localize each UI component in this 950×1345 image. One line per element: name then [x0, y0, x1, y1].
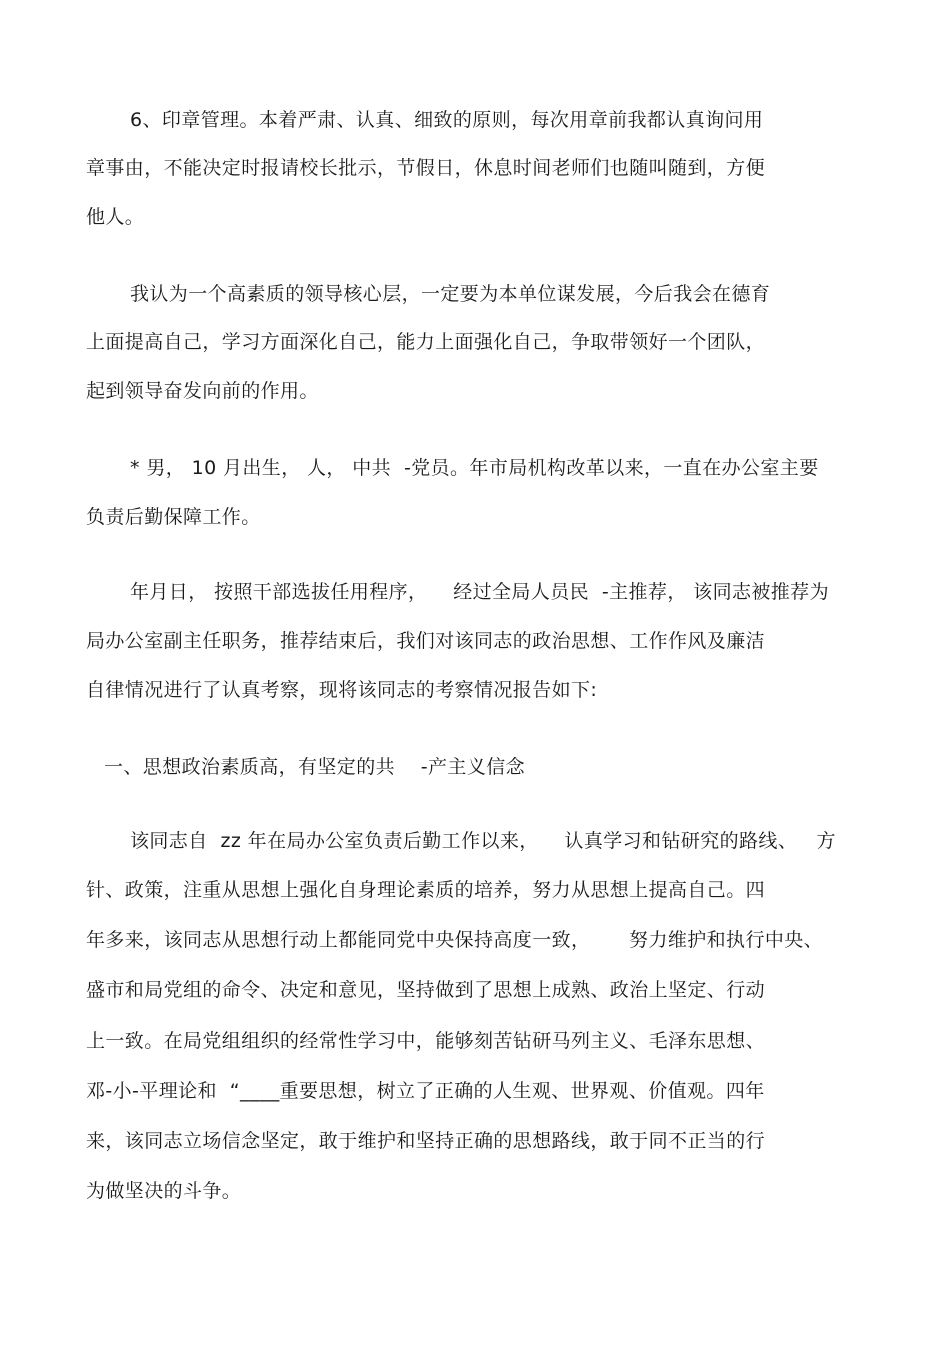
paragraph-2-line-1: 我认为一个高素质的领导核心层，一定要为本单位谋发展，今后我会在德育	[130, 283, 771, 305]
paragraph-4-line-2: 局办公室副主任职务，推荐结束后，我们对该同志的政治思想、工作作风及廉洁	[86, 630, 766, 652]
paragraph-2-line-2: 上面提高自己，学习方面深化自己，能力上面强化自己，争取带领好一个团队，	[86, 331, 766, 353]
paragraph-6-line-5: 上一致。在局党组组织的经常性学习中，能够刻苦钻研马列主义、毛泽东思想、	[86, 1030, 766, 1052]
paragraph-6-line-6: 邓-小-平理论和 “____重要思想，树立了正确的人生观、世界观、价值观。四年	[86, 1080, 765, 1102]
paragraph-3-line-1: * 男， 10 月出生， 人， 中共 -党员。年市局机构改革以来，一直在办公室主要	[130, 457, 819, 479]
paragraph-6-line-3: 年多来，该同志从思想行动上都能同党中央保持高度一致， 努力维护和执行中央、	[86, 929, 824, 951]
paragraph-4-line-1: 年月日， 按照干部选拔任用程序， 经过全局人员民 -主推荐， 该同志被推荐为	[130, 581, 829, 603]
paragraph-2-line-3: 起到领导奋发向前的作用。	[86, 380, 319, 402]
section-heading: 一、思想政治素质高，有坚定的共 -产主义信念	[104, 756, 526, 778]
paragraph-6-line-2: 针、政策，注重从思想上强化自身理论素质的培养，努力从思想上提高自己。四	[86, 879, 766, 901]
paragraph-1-line-1: 6、印章管理。本着严肃、认真、细致的原则，每次用章前我都认真询问用	[130, 109, 764, 131]
paragraph-1-line-3: 他人。	[86, 206, 145, 228]
paragraph-6-line-4: 盛市和局党组的命令、决定和意见，坚持做到了思想上成熟、政治上坚定、行动	[86, 979, 766, 1001]
paragraph-6-line-1: 该同志自 zz 年在局办公室负责后勤工作以来， 认真学习和钻研究的路线、 方	[130, 830, 836, 852]
paragraph-4-line-3: 自律情况进行了认真考察，现将该同志的考察情况报告如下:	[86, 679, 598, 701]
paragraph-3-line-2: 负责后勤保障工作。	[86, 506, 261, 528]
paragraph-6-line-7: 来，该同志立场信念坚定，敢于维护和坚持正确的思想路线，敢于同不正当的行	[86, 1130, 766, 1152]
paragraph-6-line-8: 为做坚决的斗争。	[86, 1180, 242, 1202]
paragraph-1-line-2: 章事由，不能决定时报请校长批示，节假日，休息时间老师们也随叫随到，方便	[86, 157, 766, 179]
